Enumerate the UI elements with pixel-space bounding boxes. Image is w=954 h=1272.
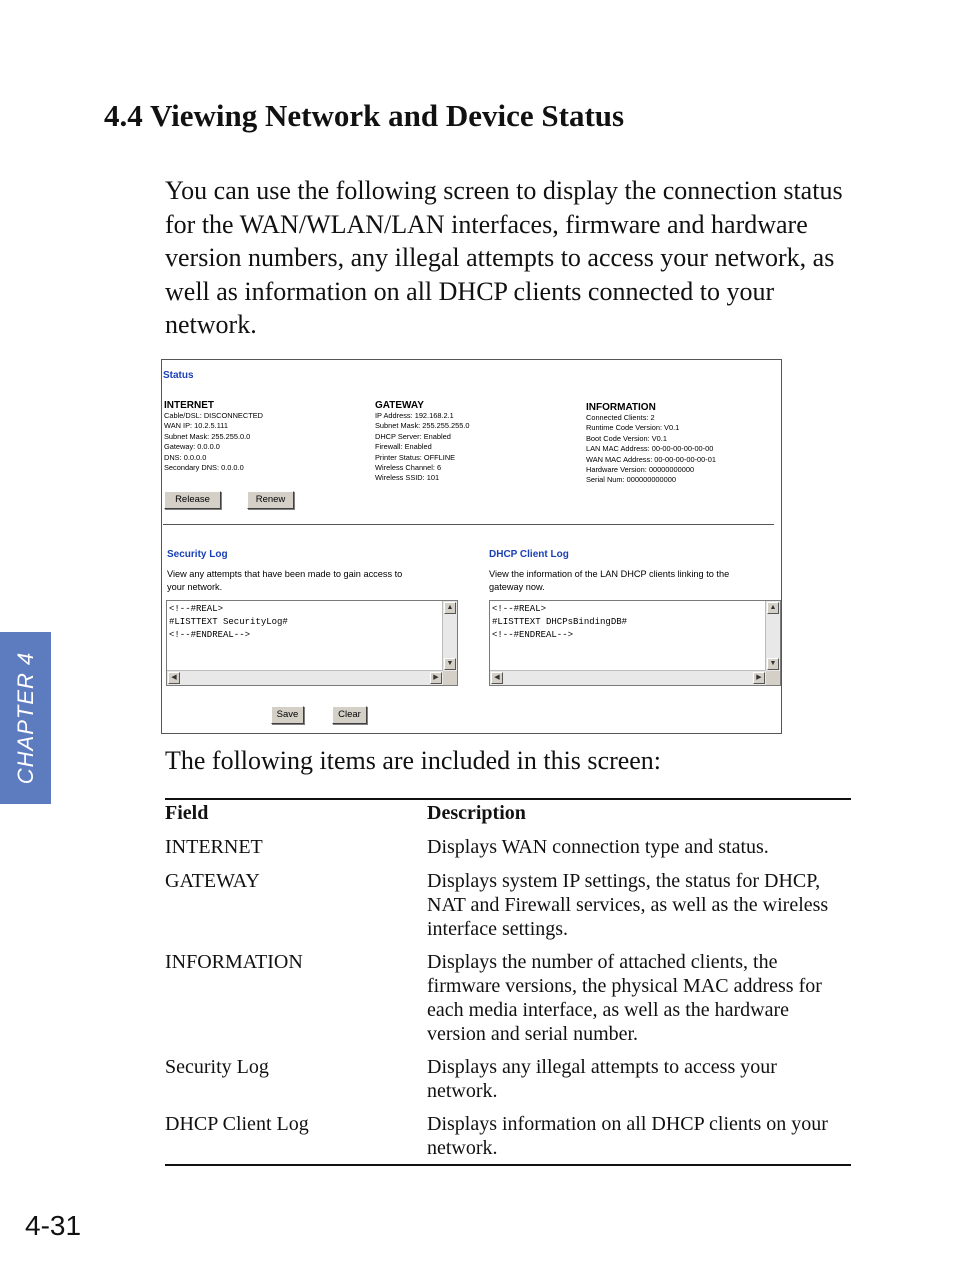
log-line: <!--#REAL> [169, 604, 224, 614]
scroll-down-icon[interactable]: ▼ [767, 658, 779, 670]
internet-line: WAN IP: 10.2.5.111 [164, 421, 228, 431]
table-row-description: Displays any illegal attempts to access your network. [427, 1056, 777, 1102]
log-line: #LISTTEXT SecurityLog# [169, 617, 288, 627]
chapter-side-tab-label: CHAPTER 4 [12, 651, 38, 785]
dhcp-log-desc-line: gateway now. [489, 582, 545, 592]
dhcp-log-content [492, 603, 627, 642]
table-header-description: Description [427, 802, 526, 824]
intro-paragraph: You can use the following screen to display the connection status for the WAN/WLAN/LAN interfaces, firmware and hardware version numbers, any illegal attempts to access your network, as well as information on all DHCP clients connected to your network. [165, 176, 843, 339]
table-row-description: Displays system IP settings, the status for DHCP, NAT and Firewall services, as well as the wireless interface settings. [427, 870, 829, 940]
renew-button[interactable]: Renew [247, 491, 294, 509]
status-screenshot [161, 359, 782, 734]
information-line: WAN MAC Address: 00-00-00-00-00-01 [586, 454, 716, 464]
gateway-line: Firewall: Enabled [375, 442, 432, 452]
log-line: <!--#ENDREAL--> [492, 630, 574, 640]
table-row-field: INFORMATION [165, 951, 303, 973]
section-divider [163, 524, 774, 525]
page-number: 4-31 [25, 1210, 82, 1241]
information-section [586, 402, 716, 486]
table-header-field: Field [165, 802, 209, 824]
scroll-up-icon[interactable]: ▲ [444, 602, 456, 614]
scrollbar-corner [443, 671, 457, 685]
table-row-field: GATEWAY [165, 870, 260, 892]
internet-line: DNS: 0.0.0.0 [164, 452, 207, 462]
scroll-up-icon[interactable]: ▲ [767, 602, 779, 614]
scroll-right-icon[interactable]: ▶ [430, 672, 442, 684]
scroll-right-icon[interactable]: ▶ [753, 672, 765, 684]
release-button[interactable]: Release [164, 491, 221, 509]
internet-line: Cable/DSL: DISCONNECTED [164, 411, 263, 420]
save-button[interactable]: Save [271, 706, 304, 724]
table-row-description: Displays WAN connection type and status. [427, 836, 769, 858]
information-title: INFORMATION [586, 402, 656, 413]
scroll-left-icon[interactable]: ◀ [491, 672, 503, 684]
scroll-down-icon[interactable]: ▼ [444, 658, 456, 670]
scrollbar-corner [766, 671, 780, 685]
vertical-scrollbar[interactable] [442, 601, 457, 671]
table-row-description: Displays information on all DHCP clients on your network. [427, 1113, 828, 1159]
chapter-side-tab [0, 632, 51, 804]
internet-title: INTERNET [164, 400, 214, 411]
information-line: LAN MAC Address: 00-00-00-00-00-00 [586, 444, 714, 454]
information-line: Serial Num: 000000000000 [586, 475, 676, 485]
internet-line: Secondary DNS: 0.0.0.0 [164, 463, 244, 473]
information-line: Runtime Code Version: V0.1 [586, 423, 680, 433]
gateway-line: Wireless SSID: 101 [375, 473, 440, 483]
scroll-left-icon[interactable]: ◀ [168, 672, 180, 684]
security-log-title: Security Log [167, 549, 228, 560]
gateway-line: Subnet Mask: 255.255.255.0 [375, 421, 470, 431]
table-top-rule [165, 798, 851, 800]
security-log-desc-line: your network. [167, 582, 223, 592]
horizontal-scrollbar[interactable] [490, 670, 766, 685]
information-line: Connected Clients: 2 [586, 413, 655, 422]
log-line: <!--#REAL> [492, 604, 547, 614]
information-line: Hardware Version: 00000000000 [586, 465, 695, 475]
table-bottom-rule [165, 1164, 851, 1166]
gateway-section [375, 400, 470, 484]
items-intro: The following items are included in this screen: [165, 746, 662, 775]
dhcp-log-title: DHCP Client Log [489, 549, 569, 560]
page-heading: 4.4 Viewing Network and Device Status [104, 98, 625, 133]
horizontal-scrollbar[interactable] [167, 670, 443, 685]
table-row-field: Security Log [165, 1056, 269, 1078]
internet-line: Subnet Mask: 255.255.0.0 [164, 431, 251, 441]
vertical-scrollbar[interactable] [765, 601, 780, 671]
table-row-description: Displays the number of attached clients, the firmware versions, the physical MAC address for each media interface, as well as the hardware version and serial number. [427, 951, 822, 1045]
internet-section [164, 400, 263, 473]
dhcp-log-textarea[interactable] [489, 600, 781, 686]
clear-button[interactable]: Clear [332, 706, 367, 724]
status-title: Status [163, 370, 194, 381]
security-log-description [167, 568, 457, 594]
gateway-line: DHCP Server: Enabled [375, 431, 451, 441]
log-line: <!--#ENDREAL--> [169, 630, 251, 640]
security-log-textarea[interactable] [166, 600, 458, 686]
gateway-line: IP Address: 192.168.2.1 [375, 411, 454, 420]
information-line: Boot Code Version: V0.1 [586, 433, 667, 443]
gateway-line: Wireless Channel: 6 [375, 463, 442, 473]
table-row-field: DHCP Client Log [165, 1113, 309, 1135]
security-log-desc-line: View any attempts that have been made to gain access to [167, 569, 403, 579]
table-row-field: INTERNET [165, 836, 263, 858]
gateway-line: Printer Status: OFFLINE [375, 452, 456, 462]
dhcp-log-desc-line: View the information of the LAN DHCP clients linking to the [489, 569, 730, 579]
internet-line: Gateway: 0.0.0.0 [164, 442, 220, 452]
dhcp-log-description [489, 568, 779, 594]
log-line: #LISTTEXT DHCPsBindingDB# [492, 617, 628, 627]
security-log-content [169, 603, 288, 642]
gateway-title: GATEWAY [375, 400, 424, 411]
